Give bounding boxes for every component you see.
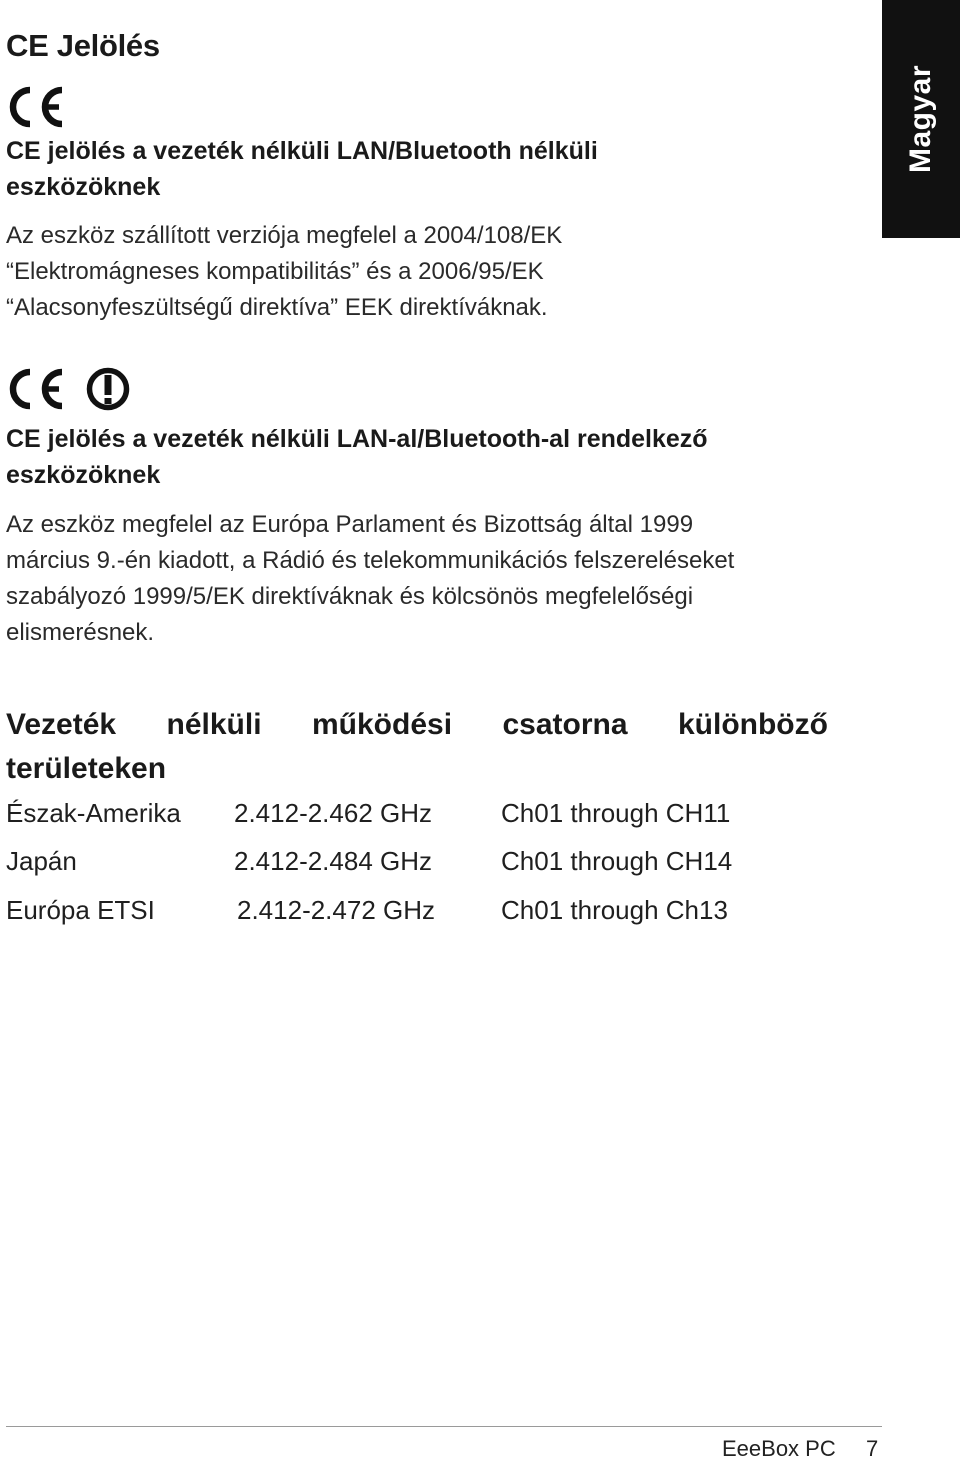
- ce-mark-icon: [4, 84, 68, 130]
- channels-cell: Ch01 through CH14: [501, 846, 733, 876]
- body-line: “Elektromágneses kompatibilitás” és a 2006/95/EK: [6, 258, 544, 285]
- heading-word: működési: [312, 708, 453, 741]
- channels-heading-line-1: [6, 703, 828, 747]
- heading-line: CE jelölés a vezeték nélküli LAN/Bluetooth nélküli: [6, 137, 598, 165]
- body-line: Az eszköz megfelel az Európa Parlament és Bizottság által 1999: [6, 511, 694, 538]
- channel-row: [6, 846, 866, 886]
- section-body-lan: [6, 507, 846, 651]
- body-line: szabályozó 1999/5/EK direktíváknak és kölcsönös megfelelőségi: [6, 583, 694, 610]
- heading-word: csatorna: [502, 708, 628, 741]
- body-line: elismerésnek.: [6, 619, 155, 646]
- heading-word: különböző: [677, 708, 828, 741]
- body-line: március 9.-én kiadott, a Rádió és telekommunikációs felszereléseket: [6, 547, 735, 574]
- frequency-cell: 2.412-2.484 GHz: [234, 846, 433, 876]
- language-tab-label: Magyar: [904, 64, 937, 174]
- heading-line: eszközöknek: [6, 461, 161, 489]
- region-cell: Japán: [6, 846, 77, 876]
- footer-page-number: 7: [866, 1436, 879, 1461]
- heading-word: nélküli: [166, 708, 262, 741]
- heading-line: CE jelölés a vezeték nélküli LAN-al/Bluetooth-al rendelkező: [6, 425, 708, 453]
- footer-product-name: EeeBox PC: [722, 1436, 836, 1461]
- channels-heading-line-2: területeken: [6, 752, 167, 785]
- body-line: “Alacsonyfeszültségű direktíva” EEK direktíváknak.: [6, 294, 548, 321]
- channels-heading: [6, 703, 828, 791]
- ce-mark-icon: [13, 372, 62, 406]
- ce-alert-marks: [4, 366, 132, 412]
- frequency-cell: 2.412-2.462 GHz: [234, 798, 433, 828]
- region-cell: Észak-Amerika: [6, 798, 181, 828]
- region-cell: Európa ETSI: [6, 895, 155, 925]
- section-heading-lan-free: [6, 133, 846, 205]
- body-line: Az eszköz szállított verziója megfelel a 2004/108/EK: [6, 222, 563, 249]
- channels-cell: Ch01 through CH11: [501, 798, 731, 828]
- channels-cell: Ch01 through Ch13: [501, 895, 728, 925]
- footer-divider: [6, 1426, 882, 1427]
- heading-line: eszközöknek: [6, 173, 161, 201]
- language-tab: [882, 0, 960, 238]
- section-body-lan-free: [6, 218, 846, 326]
- page-title: CE Jelölés: [6, 28, 160, 63]
- channel-row: [6, 798, 866, 838]
- section-heading-lan: [6, 421, 846, 493]
- channel-row: [6, 895, 866, 935]
- frequency-cell: 2.412-2.472 GHz: [237, 895, 436, 925]
- heading-word: Vezeték: [6, 708, 117, 741]
- alert-class-icon: [90, 371, 127, 408]
